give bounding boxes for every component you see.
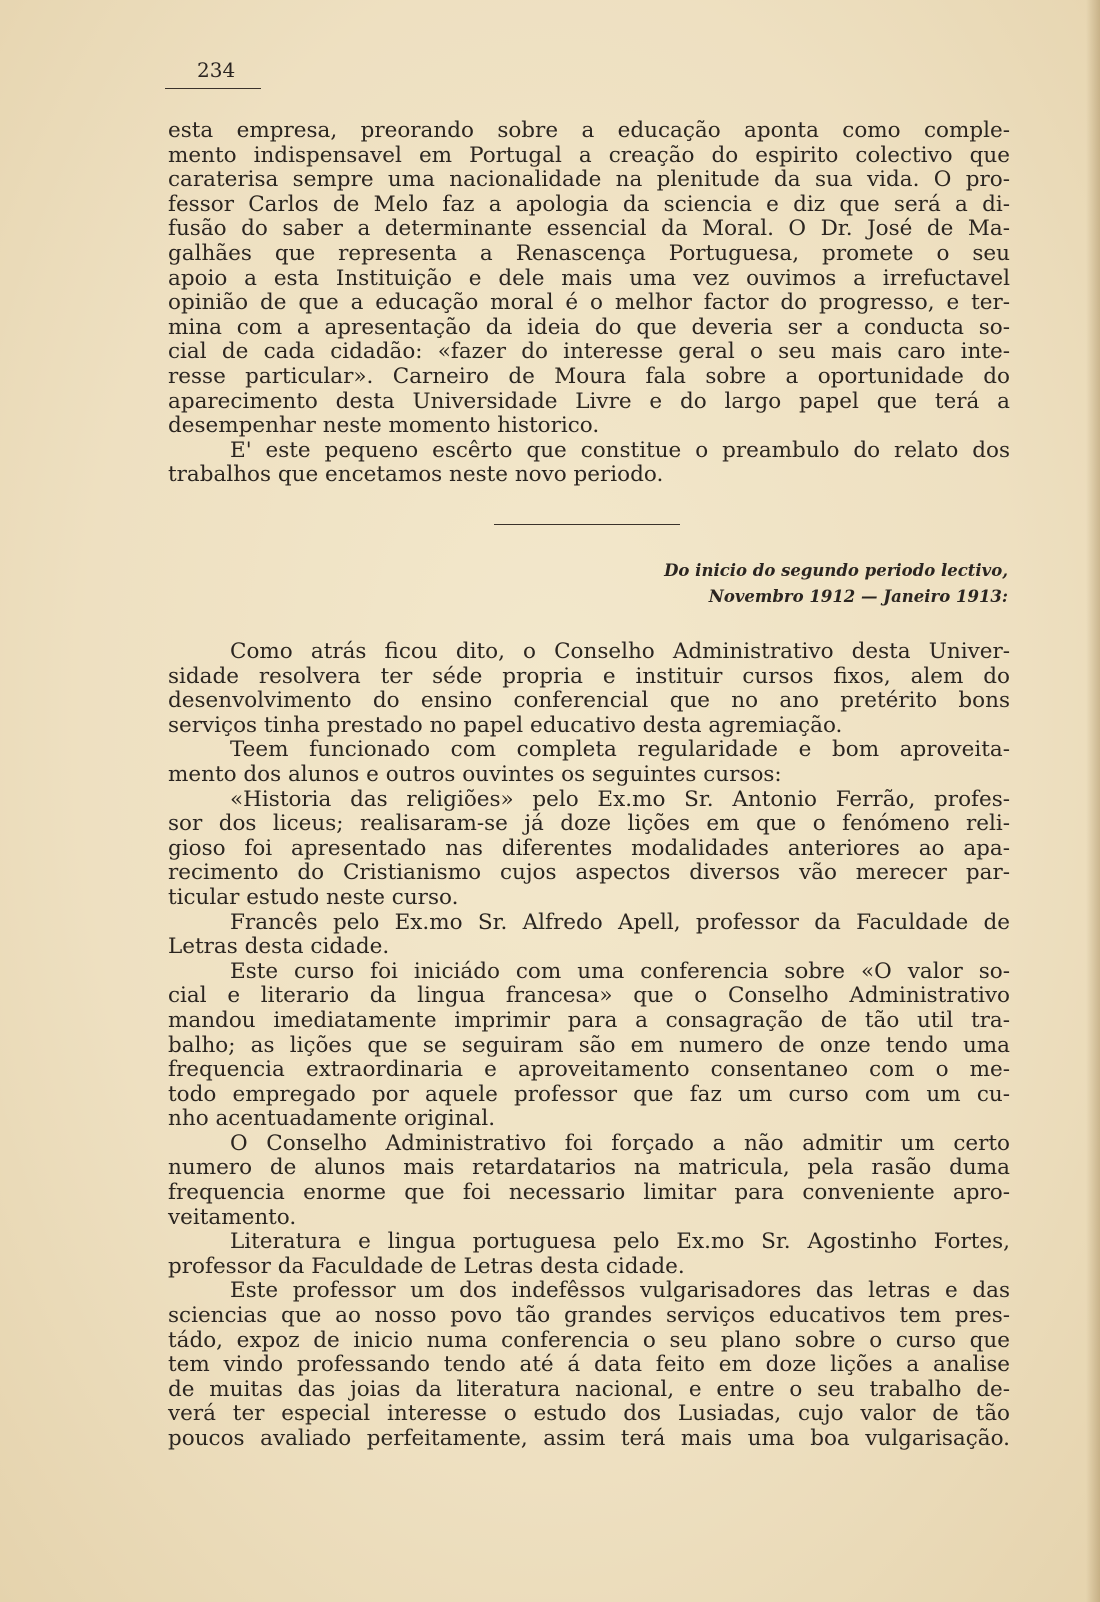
text-line: fusão do saber a determinante essencial da Moral. O Dr. José de Ma- — [168, 216, 1010, 242]
text-line: Como atrás ficou dito, o Conselho Administrativo desta Univer- — [230, 639, 1010, 664]
text-line: Francês pelo Ex.mo Sr. Alfredo Apell, professor da Faculdade de — [230, 909, 1010, 935]
section-heading-line1: Do inicio do segundo periodo lectivo, — [664, 561, 1008, 580]
section-divider — [494, 524, 680, 525]
text-line: cial e literario da lingua francesa» que o Conselho Administrativo — [168, 983, 1010, 1009]
text-line: sidade resolvera ter séde propria e instituir cursos fixos, alem do — [168, 663, 1010, 689]
text-line: numero de alunos mais retardatarios na matricula, pela rasão duma — [168, 1155, 1010, 1181]
text-line: recimento do Cristianismo cujos aspectos diversos vão merecer par- — [168, 860, 1010, 886]
text-line: esta empresa, preorando sobre a educação aponta como comple- — [168, 118, 1010, 143]
text-line: sciencias que ao nosso povo tão grandes serviços educativos tem pres- — [168, 1303, 1010, 1329]
text-line: todo empregado por aquele professor que faz um curso com um cu- — [168, 1081, 1010, 1107]
text-line: mina com a apresentação da ideia do que deveria ser a conducta so- — [168, 314, 1010, 340]
text-line: de muitas das joias da literatura nacional, e entre o seu trabalho de- — [168, 1376, 1010, 1402]
text-line: mento dos alunos e outros ouvintes os seguintes cursos: — [168, 761, 782, 787]
text-line: frequencia extraordinaria e aproveitamento consentaneo com o me- — [168, 1057, 1010, 1083]
text-line: caraterisa sempre uma nacionalidade na plenitude da sua vida. O pro- — [168, 167, 1010, 193]
text-line: nho acentuadamente original. — [168, 1106, 496, 1132]
body-text — [168, 640, 1010, 1452]
section-heading-line2: Novembro 1912 — Janeiro 1913: — [708, 587, 1008, 606]
text-line: desenvolvimento do ensino conferencial que no ano pretérito bons — [168, 688, 1010, 714]
text-line: mandou imediatamente imprimir para a consagração de tão util tra- — [168, 1007, 1010, 1033]
text-line: balho; as lições que se seguiram são em numero de onze tendo uma — [168, 1032, 1010, 1058]
text-line: Literatura e lingua portuguesa pelo Ex.mo Sr. Agostinho Fortes, — [230, 1229, 1010, 1255]
text-line: Este curso foi iniciádo com uma conferencia sobre «O valor so- — [230, 958, 1010, 984]
page-number-rule — [165, 88, 261, 89]
text-line: «Historia das religiões» pelo Ex.mo Sr. Antonio Ferrão, profes- — [230, 786, 1010, 812]
text-line: ticular estudo neste curso. — [168, 884, 459, 910]
page-edge-shadow — [1086, 0, 1100, 1602]
text-line: frequencia enorme que foi necessario limitar para conveniente apro- — [168, 1180, 1010, 1206]
text-line: Este professor um dos indefêssos vulgarisadores das letras e das — [230, 1278, 1010, 1304]
text-line: cial de cada cidadão: «fazer do interesse geral o seu mais caro inte- — [168, 339, 1010, 365]
text-line: sor dos liceus; realisaram-se já doze lições em que o fenómeno reli- — [168, 811, 1010, 837]
text-line: Teem funcionado com completa regularidade e bom aproveita- — [230, 737, 1010, 763]
text-line: tádo, expoz de inicio numa conferencia o seu plano sobre o curso que — [168, 1327, 1010, 1353]
text-line: trabalhos que encetamos neste novo periodo. — [168, 462, 664, 488]
text-line: desempenhar neste momento historico. — [168, 413, 600, 439]
page-number: 234 — [197, 58, 236, 82]
text-line: aparecimento desta Universidade Livre e do largo papel que terá a — [168, 388, 1010, 414]
text-line: verá ter especial interesse o estudo dos Lusiadas, cujo valor de tão — [168, 1401, 1010, 1427]
text-line: tem vindo professando tendo até á data feito em doze lições a analise — [168, 1352, 1010, 1378]
text-line: resse particular». Carneiro de Moura fala sobre a oportunidade do — [168, 363, 1010, 389]
text-line: E' este pequeno escêrto que constitue o preambulo do relato dos — [230, 437, 1010, 463]
text-line: mento indispensavel em Portugal a creação do espirito colectivo que — [168, 142, 1010, 168]
text-line: galhães que representa a Renascença Portuguesa, promete o seu — [168, 240, 1010, 266]
text-line: opinião de que a educação moral é o melhor factor do progresso, e ter- — [168, 290, 1010, 316]
text-line: gioso foi apresentado nas diferentes modalidades anteriores ao apa- — [168, 835, 1010, 861]
text-line: fessor Carlos de Melo faz a apologia da sciencia e diz que será a di- — [168, 191, 1010, 217]
text-line: veitamento. — [168, 1204, 297, 1230]
top-paragraph — [168, 119, 1010, 488]
text-line: serviços tinha prestado no papel educativo desta agremiação. — [168, 712, 843, 738]
text-line: apoio a esta Instituição e dele mais uma vez ouvimos a irrefuctavel — [168, 265, 1010, 291]
text-line: Letras desta cidade. — [168, 934, 390, 960]
text-line: poucos avaliado perfeitamente, assim terá mais uma boa vulgarisação. — [168, 1426, 1010, 1451]
text-line: professor da Faculdade de Letras desta cidade. — [168, 1253, 685, 1279]
text-line: O Conselho Administrativo foi forçado a não admitir um certo — [230, 1130, 1010, 1156]
